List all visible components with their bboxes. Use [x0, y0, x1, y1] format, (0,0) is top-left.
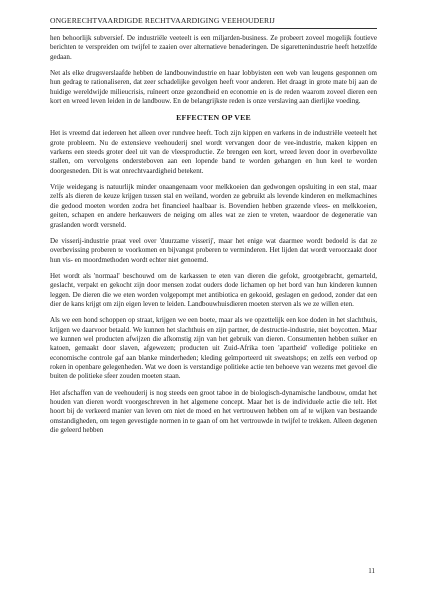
paragraph-boycott: Als we een hond schoppen op straat, krijgen we een boete, maar als we opzettelijk een koe doden in het slachthuis, krijgen we daarvoor betaald. We kunnen het slachthuis en zijn partner, de destructie-industrie, niet boycotten. Maar we kunnen wel producten afwijzen die afkomstig zijn van het gebruik van dieren. Consumenten hebben suiker en katoen, gemaakt door slaven, afgewezen; producten uit Zuid-Afrika toen 'apartheid' volledige politieke en economische controle gaf aan blanke minderheden; kleding geïmporteerd uit sweatshops; en zelfs een verbod op roken in openbare gelegenheden. Wat we doen is verstandige politieke actie ten behoeve van wezens met gevoel die buiten de politieke sfeer zouden moeten staan.: [50, 316, 377, 381]
header-rule: [50, 28, 377, 29]
paragraph-abolish: Het afschaffen van de veehouderij is nog steeds een groot taboe in de biologisch-dynamische landbouw, omdat het houden van dieren wordt voorgeschreven in het algemene concept. Maar het is de individuele actie die telt. Het hoort bij de verkeerd manier van leven om niet de moed en het vertrouwen hebben om af te wijken van bestaande omstandigheden, om tegen gevestigde normen in te gaan of om het vertrouwde in twijfel te trekken. Alleen degenen die geleerd hebben: [50, 388, 377, 435]
paragraph-drug-addict: Net als elke drugsverslaafde hebben de landbouwindustrie en haar lobbyisten een web van leugens gesponnen om hun gedrag te rationaliseren, dat zeer schadelijke gevolgen heeft voor anderen. Het draagt in grote mate bij aan de huidige wereldwijde milieucrisis, ruïneert onze gezondheid en economie en is de reden waarom zoveel dieren een kort en wreed leven leiden in de landbouw. En de belangrijkste reden is onze verslaving aan dierlijke voeding.: [50, 69, 377, 106]
running-header: ONGERECHTVAARDIGDE RECHTVAARDIGING VEEHOUDERIJ: [50, 16, 276, 25]
document-page: [50, 16, 377, 442]
section-heading: EFFECTEN OP VEE: [176, 113, 251, 123]
paragraph-subversive: hen behoorlijk subversief. De industriële veeteelt is een miljarden-business. Ze probeert zoveel mogelijk foutieve berichten te verspreiden om twijfel te zaaien over alternatieve benaderingen. De sigarettenindustrie heeft hetzelfde gedaan.: [50, 34, 377, 61]
paragraph-normal-eating: Het wordt als 'normaal' beschouwd om de karkassen te eten van dieren die gefokt, grootgebracht, gemarteld, geslacht, verpakt en gekocht zijn door mensen zodat ouders dode lichamen op het bord van hun kinderen kunnen leggen. De dieren die we eten worden volgepompt met antibiotica en gekooid, geslagen en gedood, zonder dat een dier de kans krijgt om zijn eigen leven te leiden. Landbouwhuisdieren moeten sterven als we ze willen eten.: [50, 271, 377, 308]
page-number: 11: [368, 567, 375, 575]
paragraph-free-grazing: Vrije weidegang is natuurlijk minder onaangenaam voor melkkoeien dan gedwongen opsluiting in een stal, maar zelfs als dieren de keuze krijgen tussen stal en weiland, worden ze gebruikt als levende kinderen en melkmachines die gedood moeten worden zodra het financieel haalbaar is. Bovendien hebben grazende vlees- en melkkoeien, geiten, schapen en andere herkauwers de neiging om alles wat ze zien te vreten, waardoor de degeneratie van graslanden wordt versneld.: [50, 183, 377, 229]
paragraph-pigs-chickens: Het is vreemd dat iedereen het alleen over rundvee heeft. Toch zijn kippen en varkens in de industriële veeteelt het grote probleem. Nu de extensieve veehouderij snel wordt vervangen door de vee-industrie, maken kippen en varkens een steeds groter deel uit van de vleesproductie. Ze brengen een kort, wreed leven door in overbevolkte stallen, om vervolgens ondersteboven aan een lopende band te worden gehangen en hun keel te worden doorgesneden. Dit is wat onrechtvaardigheid betekent.: [50, 129, 377, 175]
paragraph-fishing: De visserij-industrie praat veel over 'duurzame visserij', maar het enige wat daarmee wordt bedoeld is dat ze overbevissing proberen te voorkomen en bijvangst proberen te verminderen. Het lijden dat wordt veroorzaakt door hun vis- en moordmethoden wordt echter niet genoemd.: [50, 236, 377, 264]
